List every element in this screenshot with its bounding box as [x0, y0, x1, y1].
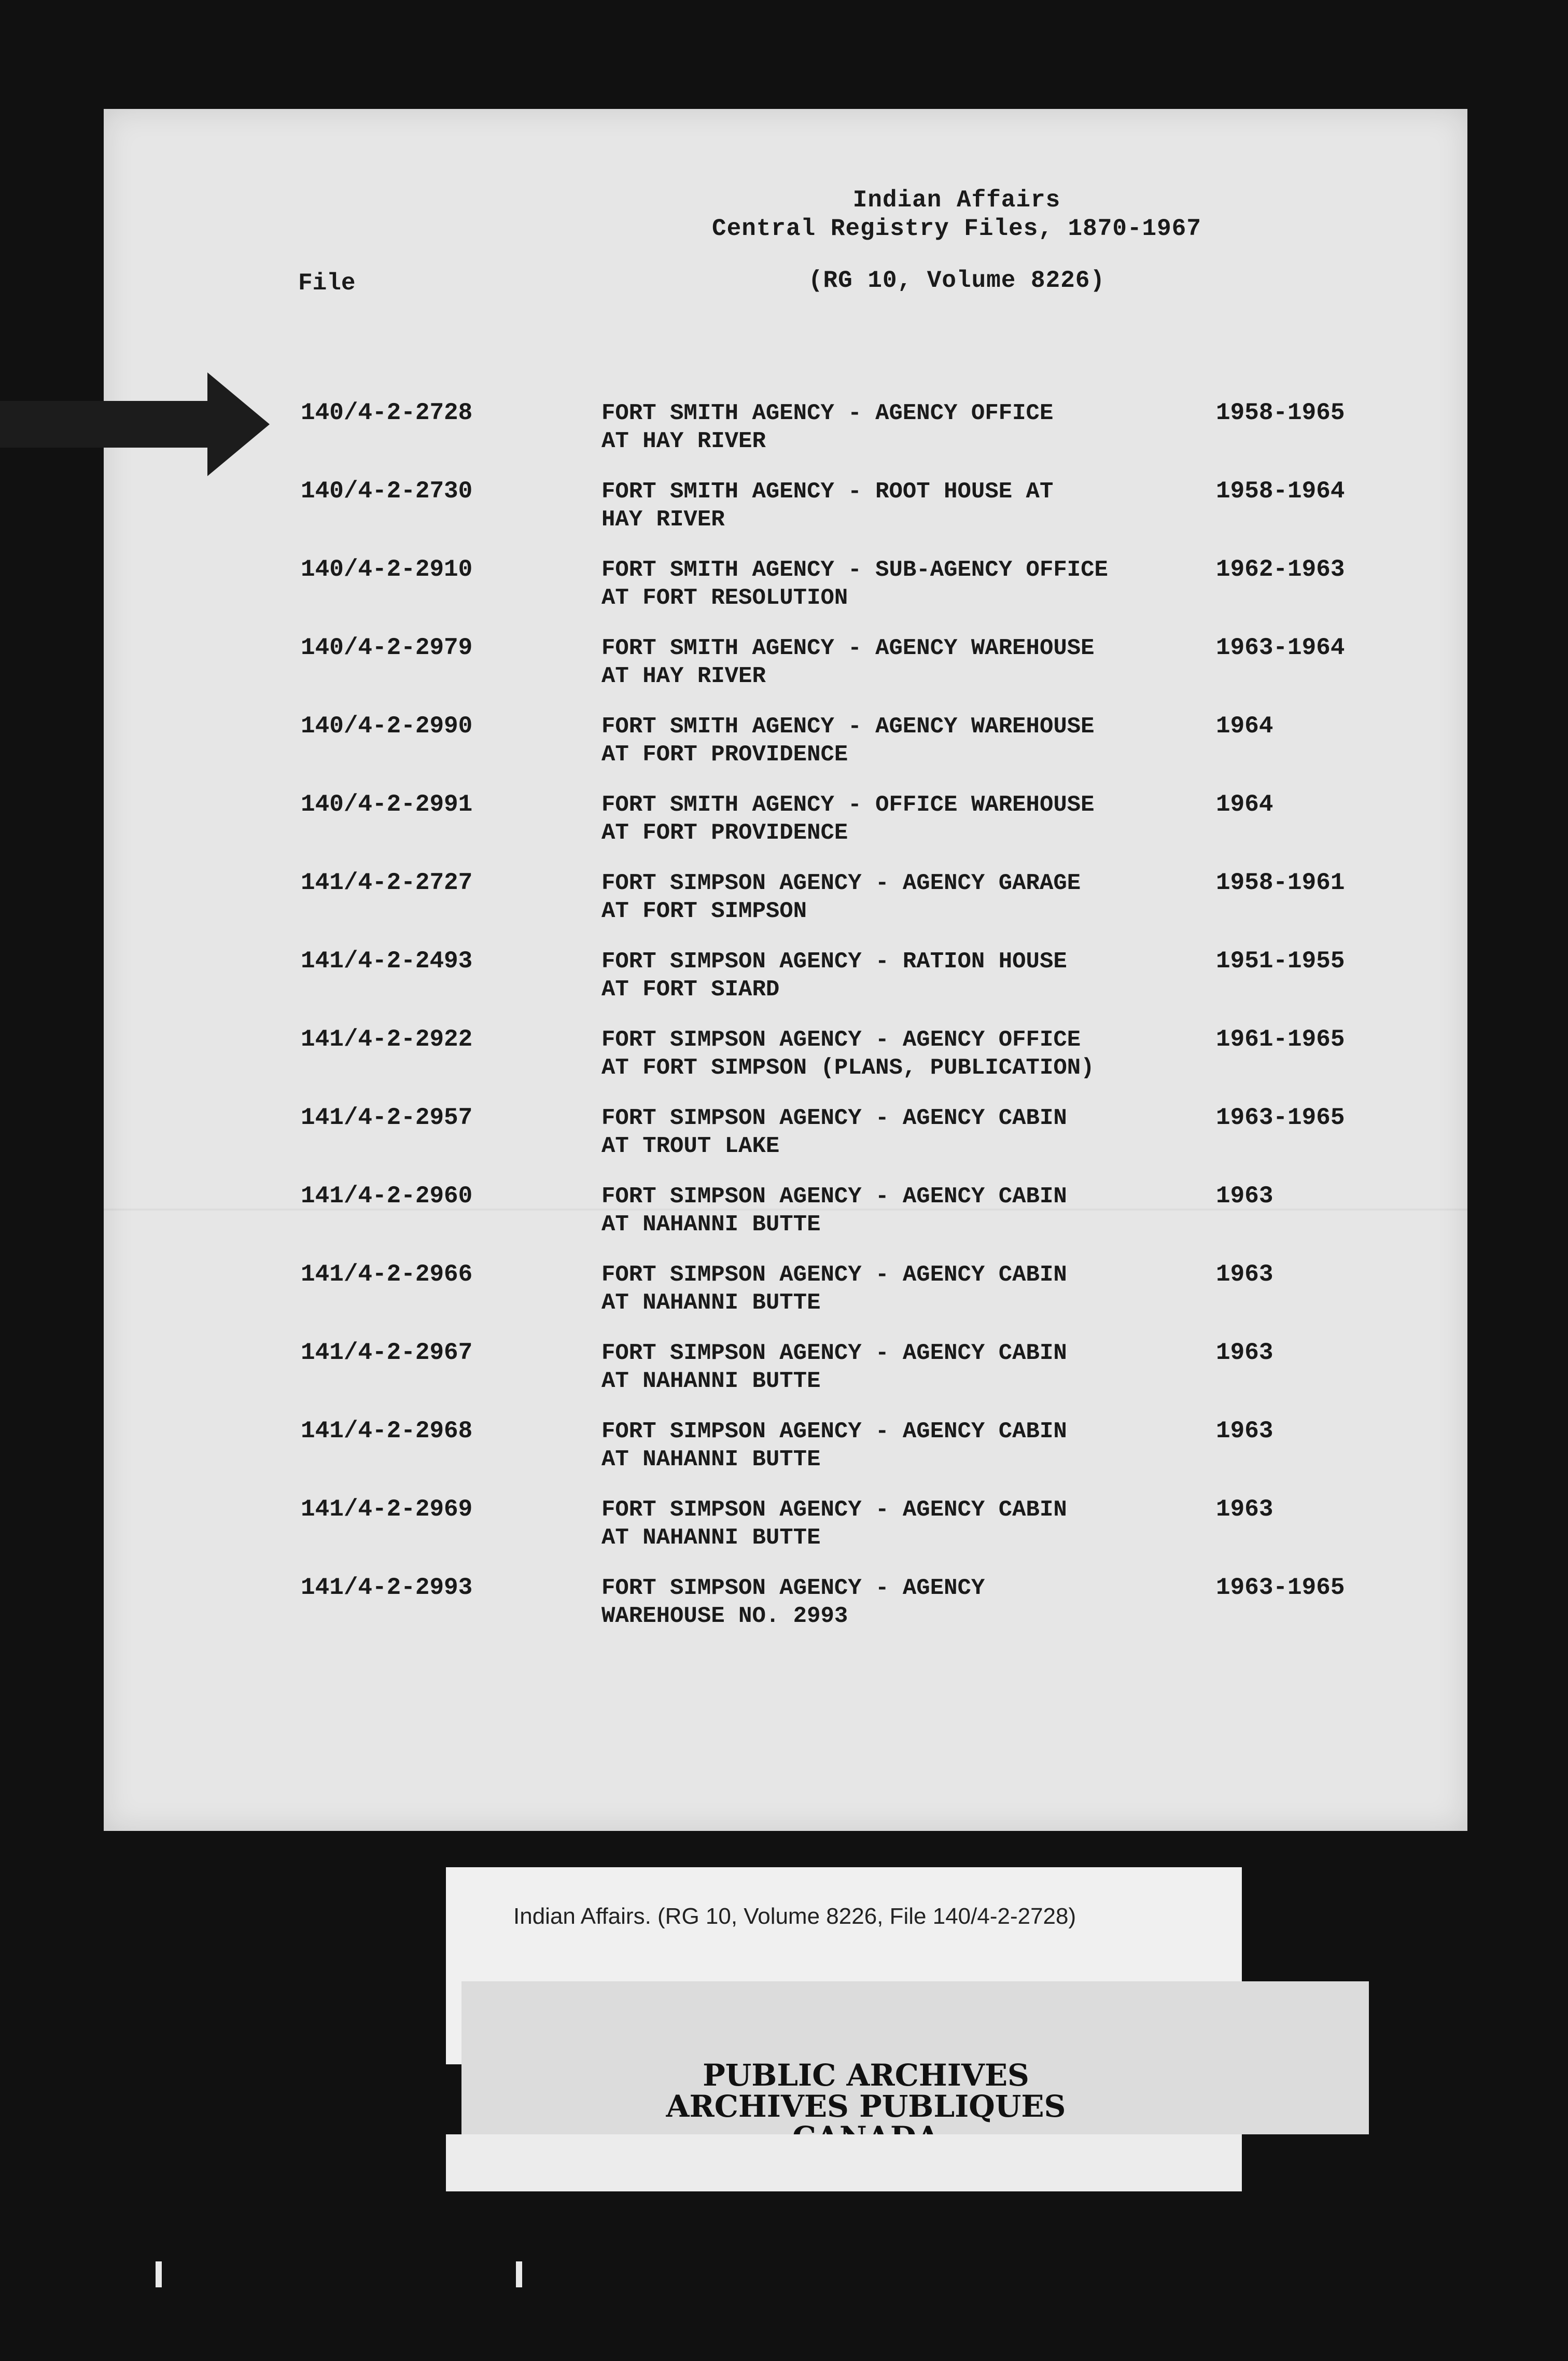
description-line-1: FORT SMITH AGENCY - ROOT HOUSE AT: [601, 479, 1054, 505]
file-entry-row: [104, 1496, 1467, 1558]
description-line-2: AT FORT RESOLUTION: [601, 585, 848, 611]
description-line-2: AT HAY RIVER: [601, 428, 766, 454]
file-number: 141/4-2-2922: [301, 1026, 473, 1053]
file-number: 140/4-2-2979: [301, 634, 473, 661]
file-entry-row: [104, 478, 1467, 540]
file-entry-row: [104, 1574, 1467, 1636]
file-entry-row: [104, 1418, 1467, 1480]
file-dates: 1964: [1216, 791, 1273, 818]
file-description: [601, 791, 1224, 847]
description-line-1: FORT SMITH AGENCY - AGENCY WAREHOUSE: [601, 635, 1095, 661]
description-line-2: AT NAHANNI BUTTE: [601, 1368, 821, 1394]
file-number: 141/4-2-2966: [301, 1261, 473, 1288]
file-description: [601, 1104, 1224, 1160]
pointer-arrow-icon: [0, 372, 270, 476]
description-line-1: FORT SMITH AGENCY - SUB-AGENCY OFFICE: [601, 557, 1108, 583]
description-line-1: FORT SMITH AGENCY - AGENCY WAREHOUSE: [601, 714, 1095, 740]
label-base: [446, 2134, 1242, 2191]
file-dates: 1963: [1216, 1496, 1273, 1523]
file-entry-row: [104, 634, 1467, 697]
file-entry-row: [104, 1183, 1467, 1245]
file-dates: 1958-1965: [1216, 399, 1345, 426]
description-line-1: FORT SIMPSON AGENCY - AGENCY CABIN: [601, 1105, 1067, 1131]
file-description: [601, 1339, 1224, 1395]
description-line-2: AT NAHANNI BUTTE: [601, 1212, 821, 1238]
file-dates: 1963: [1216, 1339, 1273, 1366]
file-description: [601, 869, 1224, 925]
file-entry-row: [104, 556, 1467, 618]
file-number: 141/4-2-2993: [301, 1574, 473, 1601]
file-entry-row: [104, 713, 1467, 775]
description-line-1: FORT SIMPSON AGENCY - AGENCY CABIN: [601, 1340, 1067, 1366]
file-entry-row: [104, 1261, 1467, 1323]
file-description: [601, 1418, 1224, 1474]
file-description: [601, 1496, 1224, 1552]
file-column-label: File: [298, 270, 356, 297]
file-description: [601, 399, 1224, 455]
description-line-1: FORT SMITH AGENCY - OFFICE WAREHOUSE: [601, 792, 1095, 818]
file-description: [601, 556, 1224, 612]
file-entry-row: [104, 791, 1467, 853]
description-line-2: WAREHOUSE NO. 2993: [601, 1603, 848, 1629]
citation-text: Indian Affairs. (RG 10, Volume 8226, File 140/4-2-2728): [513, 1904, 1076, 1929]
description-line-1: FORT SIMPSON AGENCY - AGENCY CABIN: [601, 1497, 1067, 1523]
description-line-2: AT FORT SIMPSON (PLANS, PUBLICATION): [601, 1055, 1095, 1081]
file-entry-row: [104, 948, 1467, 1010]
description-line-1: FORT SIMPSON AGENCY - AGENCY CABIN: [601, 1184, 1067, 1210]
file-entry-row: [104, 399, 1467, 462]
file-dates: 1963-1965: [1216, 1104, 1345, 1131]
file-description: [601, 634, 1224, 690]
file-dates: 1951-1955: [1216, 948, 1345, 975]
file-description: [601, 1183, 1224, 1239]
description-line-2: AT FORT SIARD: [601, 977, 780, 1003]
description-line-1: FORT SIMPSON AGENCY - AGENCY: [601, 1575, 985, 1601]
description-line-2: AT FORT PROVIDENCE: [601, 742, 848, 768]
file-entry-row: [104, 1026, 1467, 1088]
file-number: 140/4-2-2991: [301, 791, 473, 818]
file-number: 141/4-2-2493: [301, 948, 473, 975]
description-line-2: AT TROUT LAKE: [601, 1133, 780, 1159]
file-number: 141/4-2-2957: [301, 1104, 473, 1131]
file-number: 141/4-2-2960: [301, 1183, 473, 1210]
description-line-2: AT FORT SIMPSON: [601, 898, 807, 924]
description-line-1: FORT SIMPSON AGENCY - AGENCY CABIN: [601, 1419, 1067, 1445]
film-mark: [156, 2261, 162, 2287]
description-line-2: AT HAY RIVER: [601, 663, 766, 689]
file-number: 140/4-2-2730: [301, 478, 473, 505]
file-dates: 1958-1964: [1216, 478, 1345, 505]
description-line-2: AT NAHANNI BUTTE: [601, 1290, 821, 1316]
page-fold: [104, 1209, 1467, 1211]
file-dates: 1962-1963: [1216, 556, 1345, 583]
description-line-1: FORT SIMPSON AGENCY - RATION HOUSE: [601, 949, 1067, 975]
file-number: 140/4-2-2910: [301, 556, 473, 583]
file-dates: 1958-1961: [1216, 869, 1345, 896]
document-page: [104, 109, 1467, 1831]
file-description: [601, 1261, 1224, 1317]
file-dates: 1963: [1216, 1418, 1273, 1445]
stamp-line-2: ARCHIVES PUBLIQUES: [666, 2089, 1066, 2124]
file-description: [601, 478, 1224, 534]
file-entry-row: [104, 1104, 1467, 1166]
file-entry-row: [104, 1339, 1467, 1401]
file-dates: 1963-1964: [1216, 634, 1345, 661]
header-volume: (RG 10, Volume 8226): [808, 267, 1105, 294]
header-title: Indian Affairs: [852, 187, 1061, 214]
file-number: 140/4-2-2728: [301, 399, 473, 426]
description-line-1: FORT SIMPSON AGENCY - AGENCY OFFICE: [601, 1027, 1081, 1053]
file-dates: 1963-1965: [1216, 1574, 1345, 1601]
file-dates: 1963: [1216, 1183, 1273, 1210]
description-line-1: FORT SIMPSON AGENCY - AGENCY GARAGE: [601, 870, 1081, 896]
file-number: 141/4-2-2969: [301, 1496, 473, 1523]
file-number: 141/4-2-2968: [301, 1418, 473, 1445]
archives-stamp: [461, 1981, 1369, 2134]
description-line-2: HAY RIVER: [601, 507, 725, 533]
description-line-2: AT FORT PROVIDENCE: [601, 820, 848, 846]
file-number: 141/4-2-2967: [301, 1339, 473, 1366]
file-dates: 1964: [1216, 713, 1273, 740]
file-entry-row: [104, 869, 1467, 932]
description-line-2: AT NAHANNI BUTTE: [601, 1447, 821, 1473]
file-description: [601, 948, 1224, 1004]
description-line-2: AT NAHANNI BUTTE: [601, 1525, 821, 1551]
file-dates: 1961-1965: [1216, 1026, 1345, 1053]
file-description: [601, 713, 1224, 769]
stamp-line-1: PUBLIC ARCHIVES: [703, 2058, 1029, 2093]
file-description: [601, 1026, 1224, 1082]
description-line-1: FORT SIMPSON AGENCY - AGENCY CABIN: [601, 1262, 1067, 1288]
file-dates: 1963: [1216, 1261, 1273, 1288]
film-mark: [516, 2261, 522, 2287]
file-number: 141/4-2-2727: [301, 869, 473, 896]
file-number: 140/4-2-2990: [301, 713, 473, 740]
description-line-1: FORT SMITH AGENCY - AGENCY OFFICE: [601, 400, 1054, 426]
header-subtitle: Central Registry Files, 1870-1967: [712, 215, 1201, 242]
file-description: [601, 1574, 1224, 1630]
